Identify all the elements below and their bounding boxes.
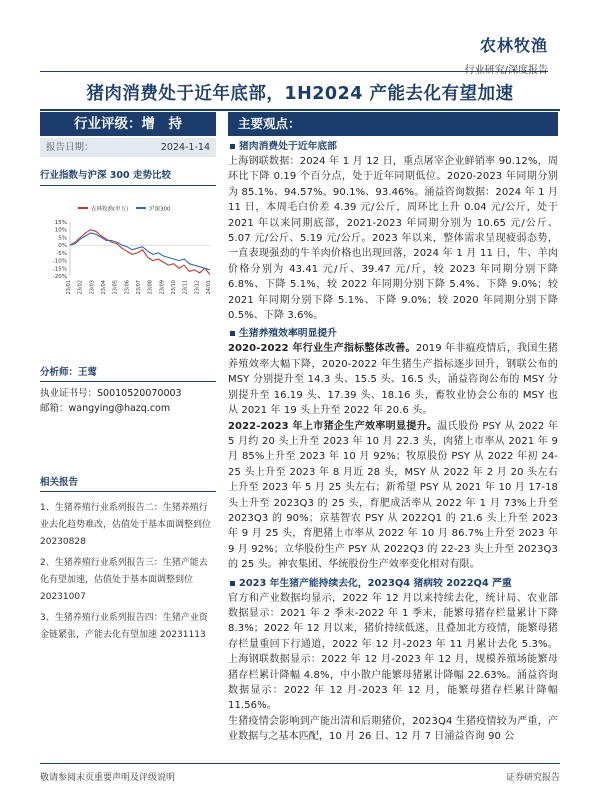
title-divider xyxy=(40,109,560,111)
x-tick-label: 23/12 xyxy=(194,280,201,295)
x-tick-label: 24/01 xyxy=(206,280,212,295)
x-tick-label: 23/04 xyxy=(101,280,107,295)
series-line xyxy=(70,230,210,275)
bold-lead: 2020-2022 年行业生产指标整体改善。 xyxy=(228,343,416,355)
legend-label: 农林牧渔(申万) xyxy=(91,206,129,213)
chart-title: 行业指数与沪深 300 走势比较 xyxy=(40,167,216,186)
x-tick-label: 23/06 xyxy=(124,280,131,295)
legend-label: 沪深300 xyxy=(149,206,171,213)
section-heading-capacity: 2023 年生猪产能持续去化，2023Q4 猪病较 2022Q4 严重 xyxy=(228,577,558,591)
date-label: 报告日期： xyxy=(46,142,94,153)
industry-name: 农林牧渔 xyxy=(479,36,548,55)
key-points-title: 主要观点： xyxy=(228,112,558,136)
section-body-consumption: 上海钢联数据：2024 年 1 月 12 日，重点屠宰企业鲜销率 90.12%，周环比下降 0.19 个百分点，处于近年同期低位。2020-2023 年同期分别为 85.1%、94.57%、90.1%、93.46%。涌益咨询数据：2024 年 1 月 11 日，本周毛白价差 4.39 元/公斤，周环比上升 0.04 元/公斤，处于 2021 年以来同期底部，2021-2023 年同期分别为 10.65 元/公斤、5.07 元/公斤、5.19 元/公斤。2023 年以来，整体需求呈现疲弱态势，一直表现强劲的牛羊肉价格也出现回落，2024 年 1 月 11 日，牛、羊肉价格分别为 43.41 元/斤、39.47 元/斤，较 2023 年同期分别下降 6.8%、下降 5.1%，较 2022 年同期分别下降 5.4%、下降 9.0%；较 2021 年同期分别下降 5.1%、下降 9.0%；较 2020 年同期分别下降 0.5%、下降 3.6%。 xyxy=(228,156,558,322)
y-tick-label: -5% xyxy=(56,250,67,257)
date-row xyxy=(40,138,216,157)
y-tick-label: 0% xyxy=(58,243,67,250)
y-tick-label: 5% xyxy=(58,235,67,242)
analyst-meta xyxy=(40,386,216,416)
section-heading-efficiency: 生猪养殖效率明显提升 xyxy=(228,327,558,341)
license-number: 执业证书号：S0010520070003 xyxy=(40,388,182,399)
section-body-capacity-1: 官方和产业数据均显示，2022 年 12 月以来持续去化，统计局、农业部数据显示：2021 年 2 季末-2022 年 1 季末，能繁母猪存栏量累计下降 8.3%；2022 年 12 月以来，猪价持续低迷，且叠加北方疫情，能繁母猪存栏量重回下行通道，2022 年 12 月-2023 年 11 月累计去化 5.3%。上海钢联数据显示：2022 年 12 月-2023 年 12 月，规模养殖场能繁母猪存栏累计降幅 4.8%，中小散户能繁母猪累计降幅 22.63%。涌益咨询数据显示：2022 年 12 月-2023 年 12 月，能繁母猪存栏累计降幅 11.56%。 xyxy=(228,592,558,712)
header-block xyxy=(465,33,548,76)
related-reports-title: 相关报告 xyxy=(40,474,216,492)
section-body-efficiency-2 xyxy=(228,419,558,573)
x-tick-label: 23/02 xyxy=(77,280,84,295)
x-tick-label: 23/08 xyxy=(147,280,154,295)
chart-svg xyxy=(40,200,216,312)
header-divider xyxy=(40,71,548,72)
paragraph-text: 温氏股份 PSY 从 2022 年 5 月约 20 头上升至 2023 年 10 月 22.3 头，肉猪上市率从 2021 年 9 月 85%上升至 2023 年 10 月 92%；牧原股份 PSY 从 2022 年初 24-25 头上升至 2023 年 8 月近 28 头，MSY 从 2022 年 2 月 20 头左右上升至 2023 年 5 月 25 头左右；新希望 PSY 从 2021 年 10 月 17-18 头上升至 2023Q3 的 25 头，育肥成活率从 2022 年 1 月 73%上升至 2023Q3 的 90%；京基智农 PSY 从 2022Q1 的 21.6 头上升至 2023 年 9 月 25 头，育肥猪上市率从 2022 年 10 月 86.7%上升至 2023 年 9 月 92%；立华股份生产 PSY 从 2022Q3 的 22-23 头上升至 2023Q3 的 25 头。神农集团、华统股份生产效率变化相对有限。 xyxy=(228,420,558,571)
related-report-item[interactable]: 3、生猪养殖行业系列报告四：生猪产业资金链紧张，产能去化有望加速 20231113 xyxy=(40,613,208,640)
date-value: 2024-1-14 xyxy=(160,142,210,153)
paragraph-text: 2019 年非瘟疫情后，我国生猪养殖效率大幅下降，2020-2022 年生猪生产指标逐步回升，钢联公布的 MSY 分别提升至 14.3 头、15.5 头、16.5 头，涌益咨询公布的 MSY 分别提升至 16.19 头、17.39 头、18.16 头，畜牧业协会公布的 MSY 也从 2021 年 19 头上升至 2022 年 20.6 头。 xyxy=(228,343,558,417)
related-reports-list xyxy=(40,500,216,644)
analyst-name: 分析师：王莺 xyxy=(40,364,216,382)
sidebar xyxy=(40,112,216,648)
footer-disclaimer[interactable]: 敬请参阅末页重要声明及评级说明 xyxy=(40,773,176,783)
x-tick-label: 23/10 xyxy=(171,280,177,295)
y-tick-label: -15% xyxy=(52,266,67,273)
bold-lead: 2022-2023 年上市猪企生产效率明显提升。 xyxy=(228,420,438,432)
footer-label: 证券研究报告 xyxy=(505,773,560,783)
y-tick-label: 10% xyxy=(54,227,67,234)
x-tick-label: 23/07 xyxy=(136,280,142,295)
related-report-item[interactable]: 1、生猪养殖行业系列报告二：生猪养殖行业去化趋势难改，估值处于基本面调整到位 20230828 xyxy=(40,503,212,547)
rating-bar xyxy=(40,112,216,136)
rating-label: 行业评级： xyxy=(74,116,142,132)
rating-value: 增 持 xyxy=(141,116,182,132)
x-tick-label: 23/11 xyxy=(182,280,189,295)
section-body-capacity-2: 生猪疫情会影响到产能出清和后期猪价，2023Q4 生猪疫情较为严重，产业数据与之基本匹配，10 月 26 日、12 月 7 日涌益咨询 90 公 xyxy=(228,715,558,743)
x-tick-label: 23/03 xyxy=(89,280,96,295)
x-tick-label: 23/09 xyxy=(159,280,166,295)
report-type: 行业研究/深度报告 xyxy=(464,65,548,76)
index-chart xyxy=(40,200,216,312)
footer-divider xyxy=(40,763,560,764)
x-tick-label: 23/05 xyxy=(112,280,119,295)
y-tick-label: -20% xyxy=(52,274,67,280)
section-heading-consumption: 猪肉消费处于近年底部 xyxy=(228,140,558,154)
main-content xyxy=(228,112,558,745)
x-tick-label: 23/01 xyxy=(66,280,72,295)
y-tick-label: 15% xyxy=(54,220,67,226)
section-body-efficiency-1 xyxy=(228,341,558,418)
report-title: 猪肉消费处于近年底部，1H2024 产能去化有望加速 xyxy=(86,84,514,104)
analyst-email[interactable]: 邮箱：wangying@hazq.com xyxy=(40,403,171,414)
y-tick-label: -10% xyxy=(52,258,67,265)
related-report-item[interactable]: 2、生猪养殖行业系列报告三：生猪产能去化有望加速，估值处于基本面调整到位 20231007 xyxy=(40,558,208,602)
